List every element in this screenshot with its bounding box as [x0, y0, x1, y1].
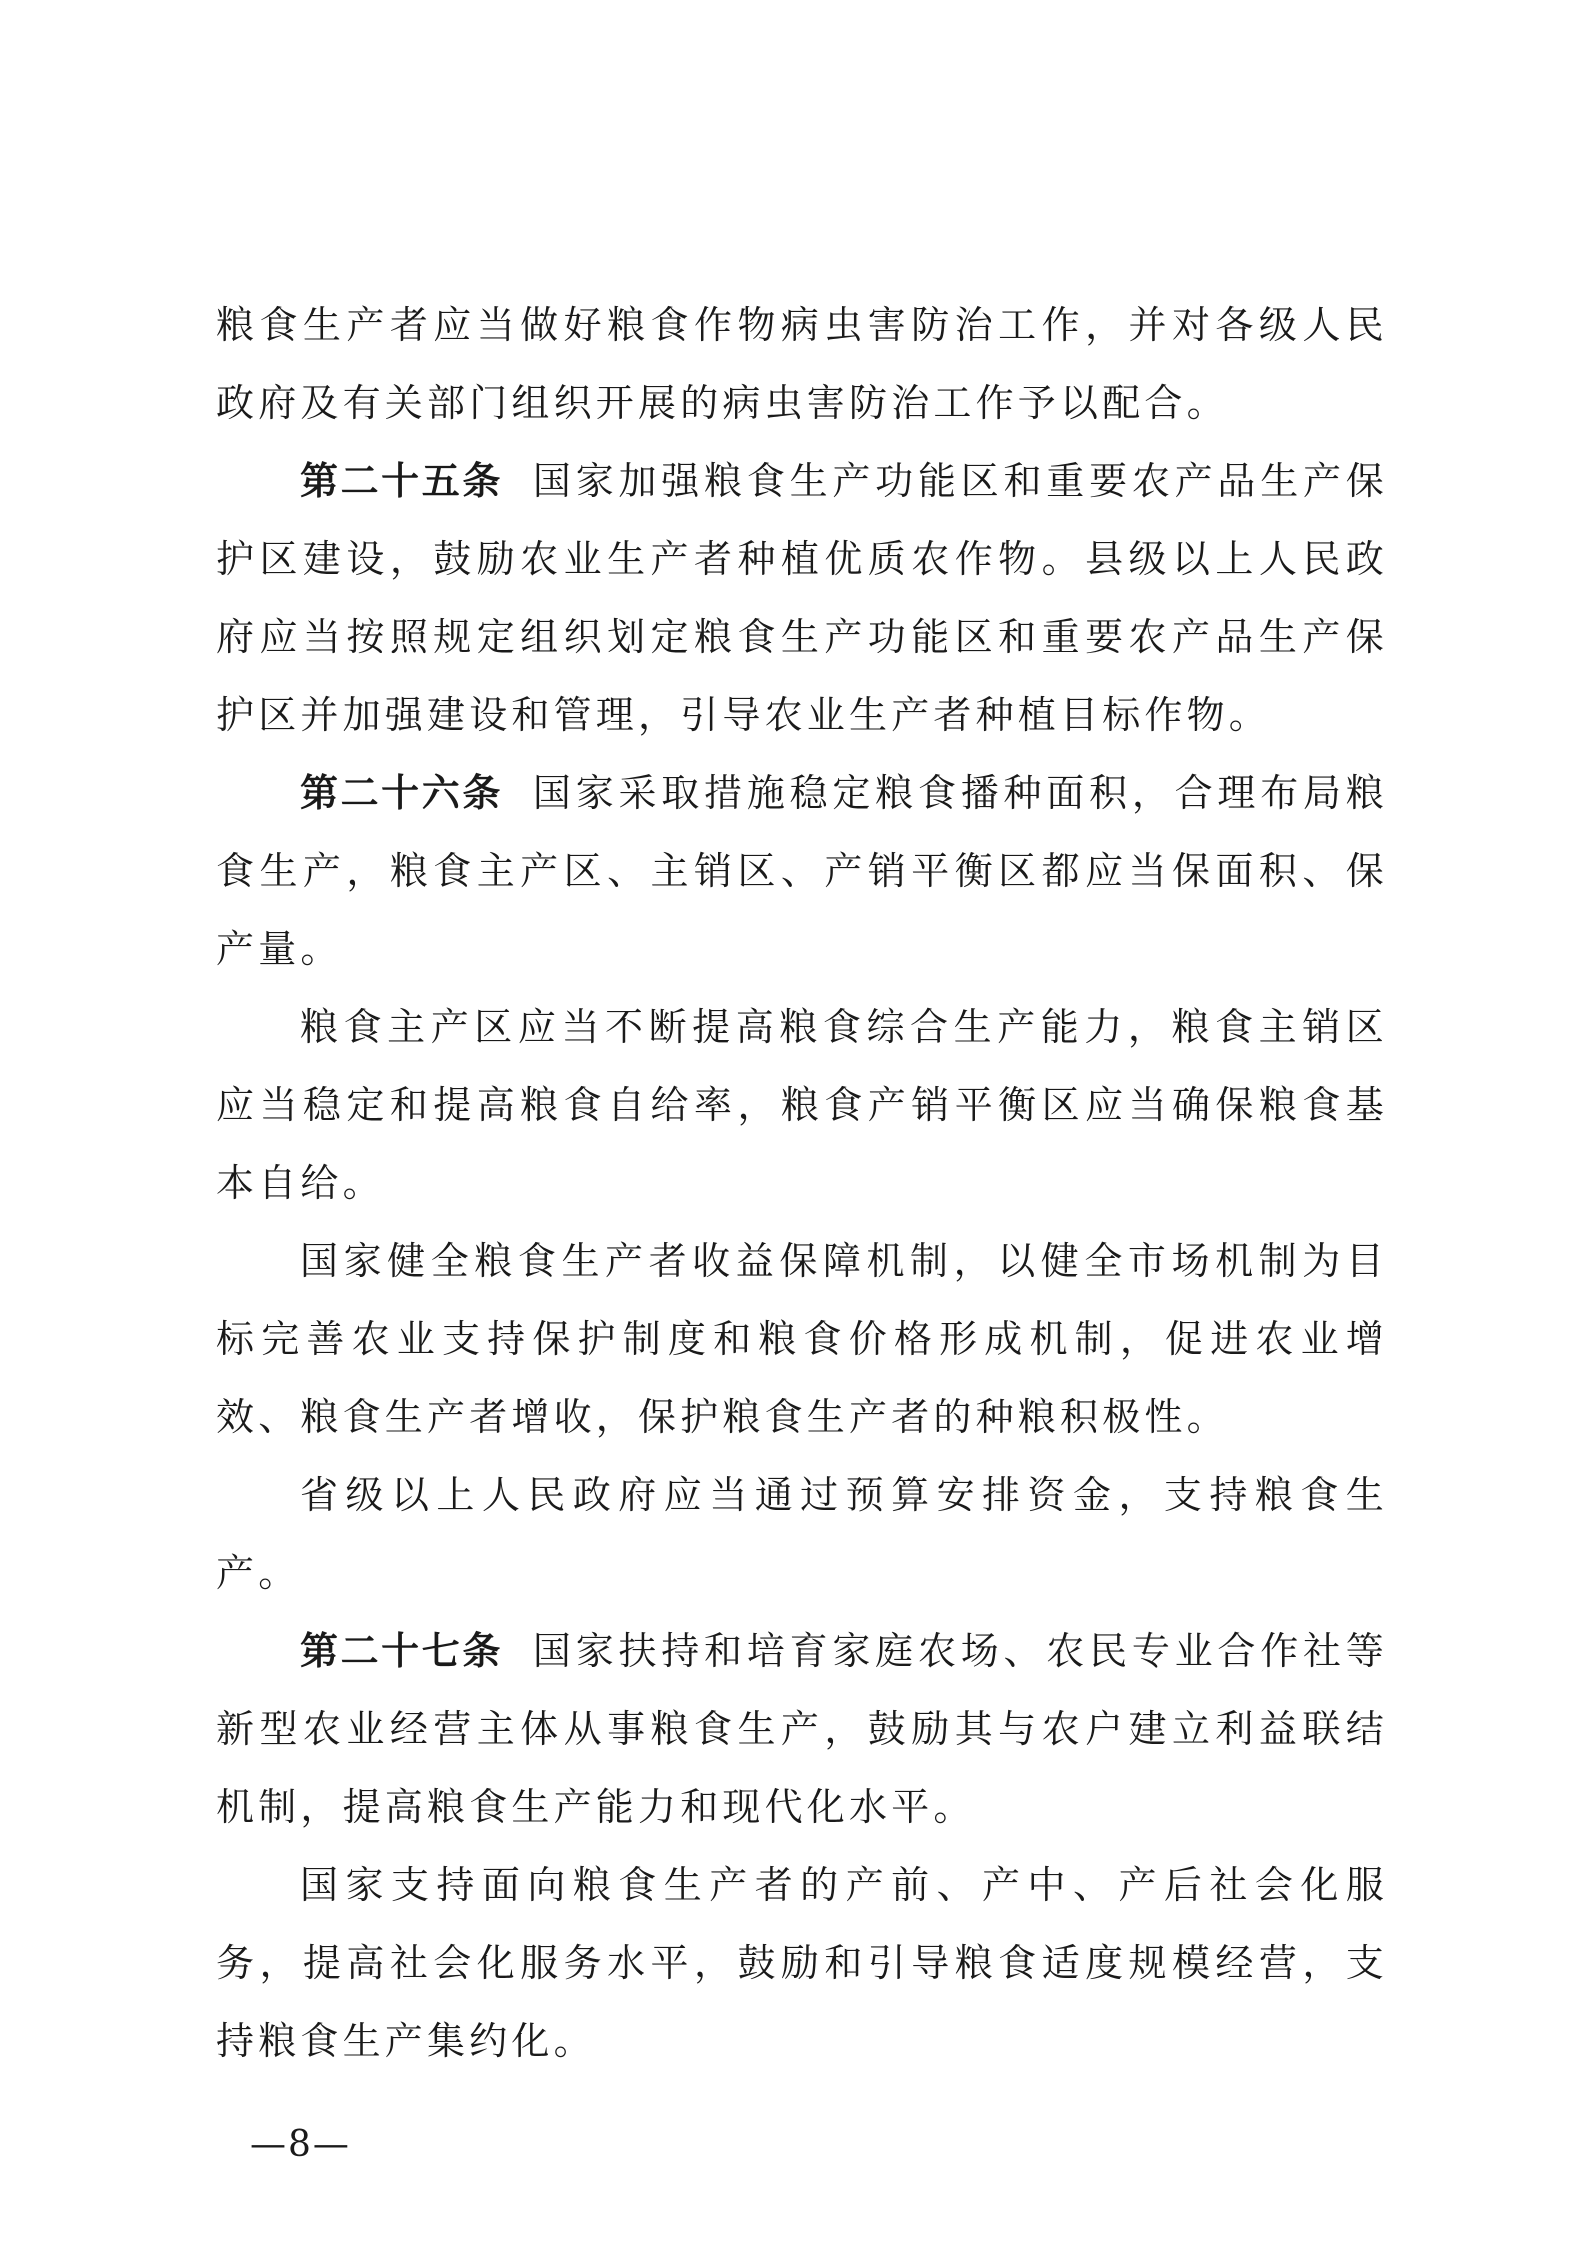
- paragraph-main-producing-areas: [216, 988, 1388, 1222]
- article-label: 第二十六条: [300, 771, 503, 815]
- paragraph-text: 国家采取措施稳定粮食播种面积，合理布局粮食生产，粮食主产区、主销区、产销平衡区都应当保面积、保产量。: [216, 771, 1388, 971]
- article-27: [216, 1612, 1388, 1846]
- paragraph-text: 国家支持面向粮食生产者的产前、产中、产后社会化服务，提高社会化服务水平，鼓励和引导粮食适度规模经营，支持粮食生产集约化。: [216, 1863, 1388, 2063]
- paragraph-text: 国家扶持和培育家庭农场、农民专业合作社等新型农业经营主体从事粮食生产，鼓励其与农户建立利益联结机制，提高粮食生产能力和现代化水平。: [216, 1629, 1388, 1829]
- paragraph-text: 国家健全粮食生产者收益保障机制，以健全市场机制为目标完善农业支持保护制度和粮食价格形成机制，促进农业增效、粮食生产者增收，保护粮食生产者的种粮积极性。: [216, 1239, 1388, 1439]
- paragraph-social-services: [216, 1846, 1388, 2080]
- page-number: —8—: [250, 2124, 351, 2165]
- article-25: [216, 442, 1388, 754]
- paragraph-text: 粮食主产区应当不断提高粮食综合生产能力，粮食主销区应当稳定和提高粮食自给率，粮食产销平衡区应当确保粮食基本自给。: [216, 1005, 1388, 1205]
- paragraph-income-guarantee: [216, 1222, 1388, 1456]
- article-label: 第二十五条: [300, 459, 503, 503]
- document-body: [216, 286, 1388, 2080]
- article-26: [216, 754, 1388, 988]
- paragraph-text: 国家加强粮食生产功能区和重要农产品生产保护区建设，鼓励农业生产者种植优质农作物。县级以上人民政府应当按照规定组织划定粮食生产功能区和重要农产品生产保护区并加强建设和管理，引导农业生产者种植目标作物。: [216, 459, 1388, 737]
- paragraph-pest-control: [216, 286, 1388, 442]
- article-label: 第二十七条: [300, 1629, 503, 1673]
- paragraph-budget-funding: [216, 1456, 1388, 1612]
- paragraph-text: 省级以上人民政府应当通过预算安排资金，支持粮食生产。: [216, 1473, 1388, 1595]
- paragraph-text: 粮食生产者应当做好粮食作物病虫害防治工作，并对各级人民政府及有关部门组织开展的病虫害防治工作予以配合。: [216, 303, 1388, 425]
